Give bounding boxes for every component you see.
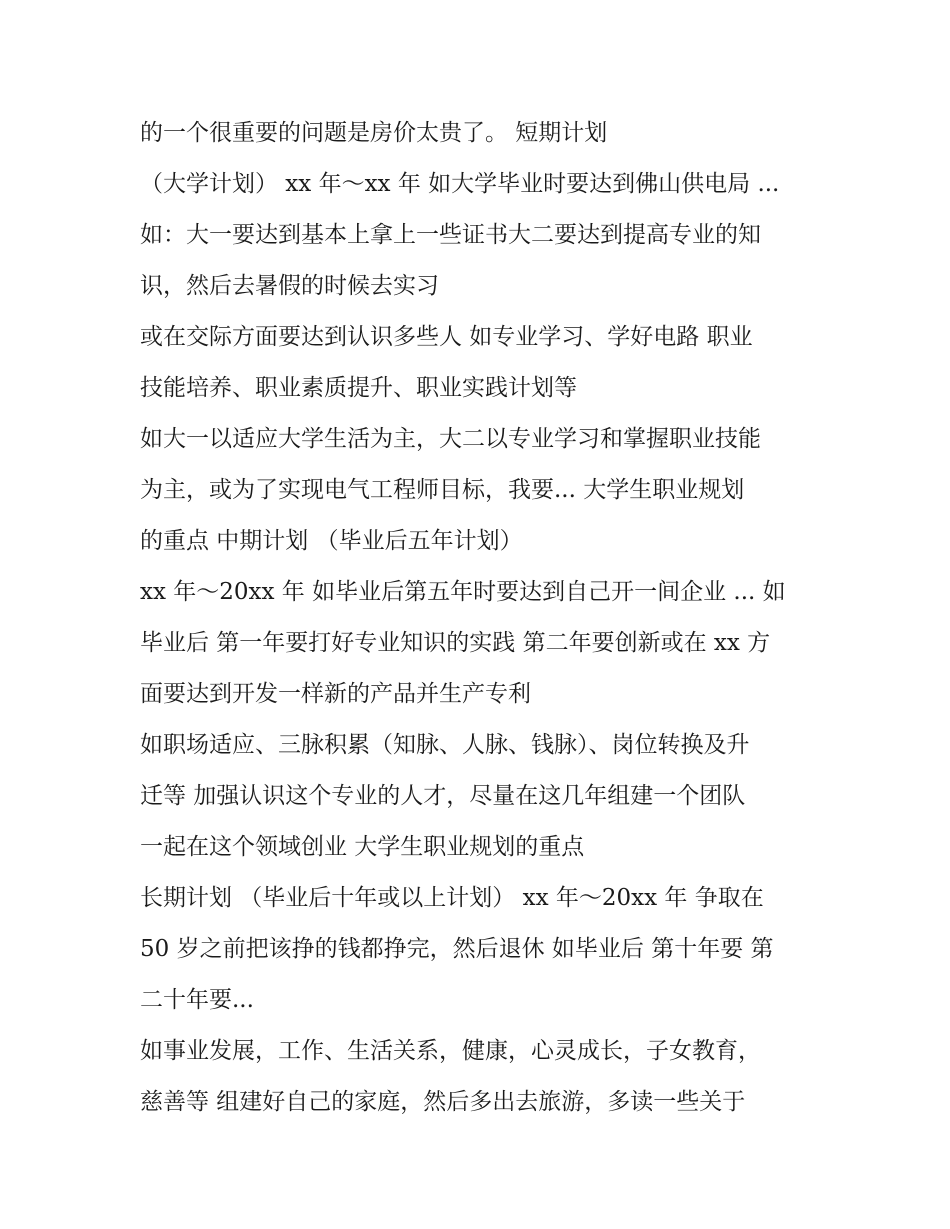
text-line-14: 迁等 加强认识这个专业的人才，尽量在这几年组建一个团队 [140, 783, 746, 809]
text-line-2: （大学计划） xx 年～xx 年 如大学毕业时要达到佛山供电局 ... [140, 171, 780, 197]
text-line-13: 如职场适应、三脉积累（知脉、人脉、钱脉）、岗位转换及升 [140, 732, 750, 758]
text-line-5: 或在交际方面要达到认识多些人 如专业学习、学好电路 职业 [140, 324, 753, 350]
text-line-16: 长期计划 （毕业后十年或以上计划） xx 年～20xx 年 争取在 [140, 885, 764, 911]
text-line-11: 毕业后 第一年要打好专业知识的实践 第二年要创新或在 xx 方 [140, 630, 771, 656]
text-line-8: 为主，或为了实现电气工程师目标，我要... 大学生职业规划 [140, 477, 745, 503]
text-line-19: 如事业发展，工作、生活关系，健康，心灵成长，子女教育， [140, 1038, 761, 1064]
body-text [140, 108, 820, 1128]
text-line-4: 识，然后去暑假的时候去实习 [140, 273, 439, 299]
text-line-20: 慈善等 组建好自己的家庭，然后多出去旅游，多读一些关于 [140, 1089, 746, 1115]
text-line-18: 二十年要... [140, 987, 254, 1013]
text-line-12: 面要达到开发一样新的产品并生产专利 [140, 681, 531, 707]
text-line-3: 如：大一要达到基本上拿上一些证书大二要达到提高专业的知 [140, 222, 761, 248]
text-line-6: 技能培养、职业素质提升、职业实践计划等 [140, 375, 577, 401]
text-line-7: 如大一以适应大学生活为主，大二以专业学习和掌握职业技能 [140, 426, 761, 452]
text-line-15: 一起在这个领域创业 大学生职业规划的重点 [140, 834, 585, 860]
text-line-17: 50 岁之前把该挣的钱都挣完，然后退休 如毕业后 第十年要 第 [140, 936, 774, 962]
text-line-1: 的一个很重要的问题是房价太贵了。 短期计划 [140, 120, 608, 146]
text-line-10: xx 年～20xx 年 如毕业后第五年时要达到自己开一间企业 ... 如 [140, 579, 786, 605]
text-line-9: 的重点 中期计划 （毕业后五年计划） [140, 528, 523, 554]
